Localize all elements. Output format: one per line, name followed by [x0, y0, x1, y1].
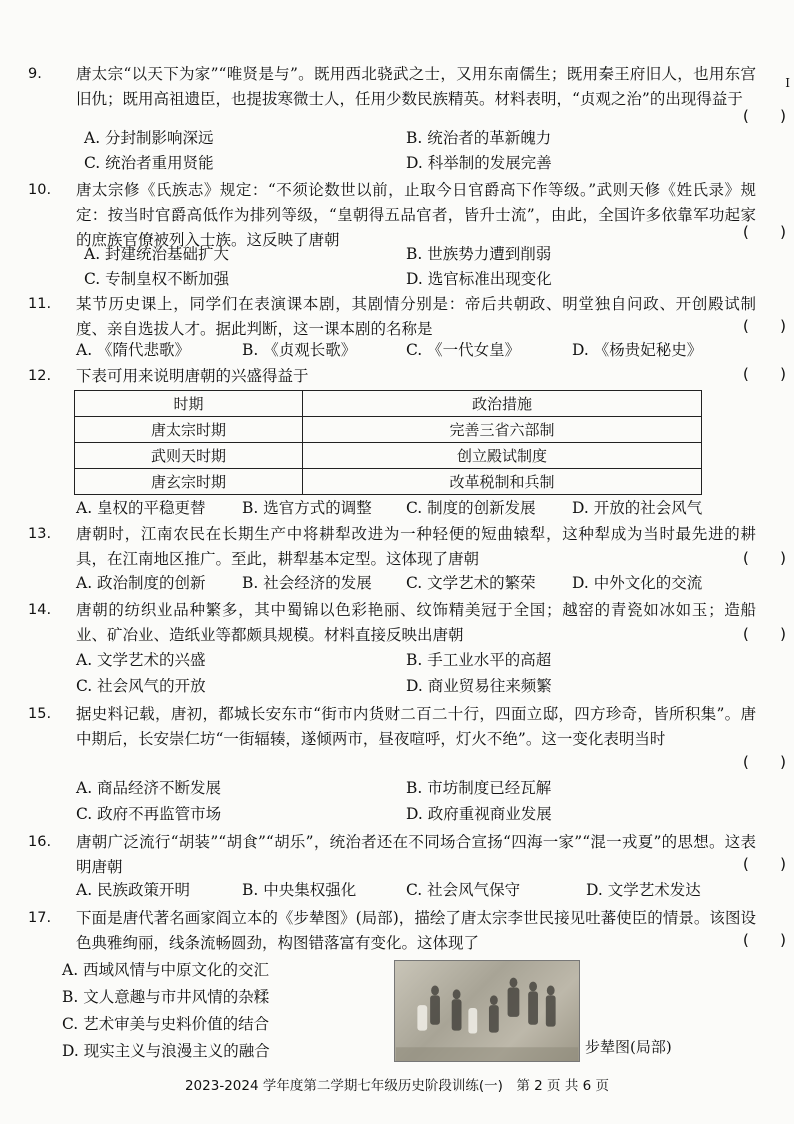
question-number: 13.: [28, 526, 52, 542]
question-11: [28, 292, 756, 342]
option-b[interactable]: B. 世族势力遭到削弱: [406, 245, 552, 263]
option-c[interactable]: C. 艺术审美与史料价值的结合: [62, 1015, 270, 1033]
table-cell: 完善三省六部制: [303, 417, 702, 443]
question-number: 17.: [28, 910, 52, 926]
answer-paren[interactable]: ( ): [742, 317, 786, 335]
answer-paren[interactable]: ( ): [742, 625, 786, 643]
question-text: 下表可用来说明唐朝的兴盛得益于: [76, 367, 309, 385]
option-b[interactable]: B. 市坊制度已经瓦解: [406, 779, 552, 797]
option-d[interactable]: D. 中外文化的交流: [572, 574, 703, 592]
option-a[interactable]: A. 西域风情与中原文化的交汇: [62, 961, 270, 979]
painting-figures-icon: [395, 961, 579, 1061]
answer-paren[interactable]: ( ): [742, 931, 786, 949]
question-15: [28, 702, 756, 752]
table-cell: 创立殿试制度: [303, 443, 702, 469]
answer-paren[interactable]: ( ): [742, 107, 786, 125]
answer-paren[interactable]: ( ): [742, 549, 786, 567]
table-cell: 改革税制和兵制: [303, 469, 702, 495]
option-d[interactable]: D. 现实主义与浪漫主义的融合: [62, 1042, 270, 1060]
option-d[interactable]: D. 开放的社会风气: [572, 499, 703, 517]
option-a[interactable]: A. 商品经济不断发展: [76, 779, 222, 797]
answer-paren[interactable]: ( ): [742, 753, 786, 771]
question-number: 16.: [28, 834, 52, 850]
option-c[interactable]: C. 专制皇权不断加强: [84, 270, 230, 288]
question-13: [28, 522, 756, 572]
question-text: 下面是唐代著名画家阎立本的《步辇图》(局部)，描绘了唐太宗李世民接见吐蕃使臣的情景。该图设色典雅绚丽，线条流畅圆劲，构图错落富有变化。这体现了: [76, 909, 756, 952]
table-cell: 唐玄宗时期: [75, 469, 303, 495]
option-d[interactable]: D. 选官标准出现变化: [406, 270, 552, 288]
question-17: [28, 906, 756, 956]
question-text: 唐太宗“以天下为家”“唯贤是与”。既用西北骁武之士，又用东南儒生；既用秦王府旧人，也用东宫旧仇；既用高祖遗臣，也提拔寒微士人，任用少数民族精英。材料表明，“贞观之治”的出现得益于: [76, 65, 756, 108]
question-16: [28, 830, 756, 880]
table-row: [75, 417, 702, 443]
table-cell: 唐太宗时期: [75, 417, 303, 443]
question-14: [28, 598, 756, 648]
option-d[interactable]: D. 政府重视商业发展: [406, 805, 552, 823]
table-row: [75, 469, 702, 495]
option-c[interactable]: C. 统治者重用贤能: [84, 154, 214, 172]
option-a[interactable]: A. 分封制影响深远: [84, 129, 214, 147]
question-text: 据史料记载，唐初，都城长安东市“街市内货财二百二十行，四面立邸，四方珍奇，皆所积集”。唐中期后，长安崇仁坊“一街辐辏，遂倾两市，昼夜喧呼，灯火不绝”。这一变化表明当时: [76, 705, 756, 748]
table-row: [75, 443, 702, 469]
option-c[interactable]: C. 制度的创新发展: [406, 499, 536, 517]
edge-mark: I: [785, 76, 790, 90]
question-number: 15.: [28, 706, 52, 722]
table-header: 政治措施: [303, 391, 702, 417]
answer-paren[interactable]: ( ): [742, 223, 786, 241]
question-number: 9.: [28, 66, 42, 82]
table-header-row: [75, 391, 702, 417]
question-number: 12.: [28, 368, 52, 384]
option-a[interactable]: A. 封建统治基础扩大: [84, 245, 230, 263]
option-a[interactable]: A. 政治制度的创新: [76, 574, 206, 592]
page-footer: 2023-2024 学年度第二学期七年级历史阶段训练(一) 第 2 页 共 6 页: [184, 1078, 610, 1094]
answer-paren[interactable]: ( ): [742, 855, 786, 873]
question-12: [28, 364, 756, 389]
question-text: 唐朝时，江南农民在长期生产中将耕犁改进为一种轻便的短曲辕犁，这种犁成为当时最先进的耕具，在江南地区推广。至此，耕犁基本定型。这体现了唐朝: [76, 525, 756, 568]
option-c[interactable]: C. 《一代女皇》: [406, 341, 521, 359]
painting-caption: 步辇图(局部): [585, 1038, 672, 1056]
policy-table: [74, 390, 702, 495]
option-d[interactable]: D. 《杨贵妃秘史》: [572, 341, 703, 359]
option-c[interactable]: C. 文学艺术的繁荣: [406, 574, 536, 592]
option-b[interactable]: B. 《贞观长歌》: [242, 341, 357, 359]
question-text: 唐朝广泛流行“胡装”“胡食”“胡乐”，统治者还在不同场合宣扬“四海一家”“混一戎夏”的思想。这表明唐朝: [76, 833, 756, 876]
question-9: [28, 62, 756, 112]
question-number: 14.: [28, 602, 52, 618]
question-text: 某节历史课上，同学们在表演课本剧，其剧情分别是：帝后共朝政、明堂独自问政、开创殿试制度、亲自选拔人才。据此判断，这一课本剧的名称是: [76, 295, 756, 338]
answer-paren[interactable]: ( ): [742, 365, 786, 383]
option-d[interactable]: D. 商业贸易往来频繁: [406, 677, 552, 695]
question-number: 10.: [28, 182, 52, 198]
option-b[interactable]: B. 手工业水平的高超: [406, 651, 552, 669]
option-c[interactable]: C. 社会风气的开放: [76, 677, 206, 695]
table-header: 时期: [75, 391, 303, 417]
option-a[interactable]: A. 皇权的平稳更替: [76, 499, 206, 517]
table-cell: 武则天时期: [75, 443, 303, 469]
option-c[interactable]: C. 社会风气保守: [406, 881, 521, 899]
option-b[interactable]: B. 选官方式的调整: [242, 499, 372, 517]
question-number: 11.: [28, 296, 52, 312]
option-d[interactable]: D. 科举制的发展完善: [406, 154, 552, 172]
option-a[interactable]: A. 民族政策开明: [76, 881, 191, 899]
question-text: 唐太宗修《氏族志》规定：“不须论数世以前，止取今日官爵高下作等级。”武则天修《姓氏录》规定：按当时官爵高低作为排列等级，“皇朝得五品官者，皆升士流”，由此，全国许多依靠军功起家的庶族官僚被列入士族。这反映了唐朝: [76, 181, 756, 249]
question-text: 唐朝的纺织业品种繁多，其中蜀锦以色彩艳丽、纹饰精美冠于全国；越窑的青瓷如冰如玉；造船业、矿冶业、造纸业等都颇具规模。材料直接反映出唐朝: [76, 601, 756, 644]
option-b[interactable]: B. 社会经济的发展: [242, 574, 372, 592]
painting-image: [394, 960, 580, 1062]
option-d[interactable]: D. 文学艺术发达: [586, 881, 701, 899]
option-a[interactable]: A. 文学艺术的兴盛: [76, 651, 206, 669]
option-c[interactable]: C. 政府不再监管市场: [76, 805, 222, 823]
option-b[interactable]: B. 文人意趣与市井风情的杂糅: [62, 988, 270, 1006]
option-b[interactable]: B. 中央集权强化: [242, 881, 357, 899]
option-a[interactable]: A. 《隋代悲歌》: [76, 341, 191, 359]
option-b[interactable]: B. 统治者的革新魄力: [406, 129, 552, 147]
